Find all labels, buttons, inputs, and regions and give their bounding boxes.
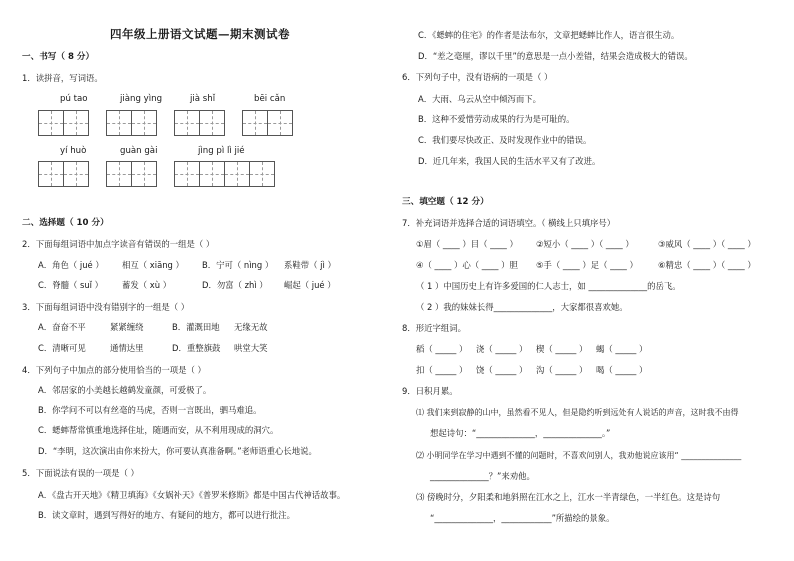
idiom-blank[interactable]: ④（ ____ ）心（ ____ ）胆 [416,260,518,270]
option-a[interactable]: A．奋奋不平 [38,322,86,332]
question-5-stem: 5．下面说法有误的一项是（ ） [22,468,139,478]
right-column [402,0,774,561]
word-blank[interactable]: 喝（ _____ ） [596,365,648,375]
word-blank[interactable]: 楔（ _____ ） [536,344,588,354]
option-c[interactable]: C．我们要尽快改正、及时发现作业中的错误。 [418,135,592,145]
option-d[interactable]: D．“差之毫厘，谬以千里”的意思是一点小差错，结果会造成极大的错误。 [418,51,693,61]
option-a-extra: 紧紧缠绕 [110,322,144,332]
option-a[interactable]: A．角色（ jué ） [38,260,104,270]
word-blank[interactable]: 沟（ _____ ） [536,365,588,375]
option-d[interactable]: D．“李明，这次演出由你来扮大，你可要认真准备啊。”老师语重心长地说。 [38,446,317,456]
option-d[interactable]: D．勿富（ zhì ） [202,280,268,290]
writing-grid[interactable] [242,110,293,136]
option-d-extra: 崛起（ jué ） [284,280,336,290]
option-b[interactable]: B．你学问不可以有丝毫的马虎，否则一言既出，驷马难追。 [38,405,262,415]
option-a[interactable]: A．大雨、乌云从空中倾泻而下。 [418,94,541,104]
poem-prompt: ⑶ 傍晚时分，夕阳柔和地斜照在江水之上，江水一半青绿色，一半红色。这是诗句 [416,492,721,502]
option-b[interactable]: B．这种不爱惜劳动成果的行为是可耻的。 [418,114,575,124]
option-b-extra: 系鞋带（ jì ） [284,260,336,270]
question-2-stem: 2．下面每组词语中加点字读音有错误的一组是（ ） [22,239,215,249]
writing-grid[interactable] [38,110,89,136]
option-c[interactable]: C．《蟋蟀的住宅》的作者是法布尔，文章把蟋蟀比作人，语言很生动。 [418,30,680,40]
option-b-extra: 无缘无故 [234,322,268,332]
option-c-extra: 通情达里 [110,343,144,353]
fill-sentence[interactable]: （ 2 ）我的妹妹长得______________，大家都很喜欢她。 [416,302,628,312]
idiom-blank[interactable]: ②短小（ ____ ）（ ____ ） [536,239,634,249]
poem-blank[interactable]: “______________，____________”所描绘的景象。 [430,513,615,523]
pinyin-label: guàn gài [120,146,158,156]
idiom-blank[interactable]: ⑤手（ ____ ）足（ ____ ） [536,260,638,270]
pinyin-label: bēi cǎn [254,94,286,104]
option-a-extra: 相互（ xiāng ） [122,260,184,270]
question-8-stem: 8．形近字组词。 [402,323,466,333]
question-6-stem: 6．下列句子中，没有语病的一项是（ ） [402,72,553,82]
word-blank[interactable]: 稻（ _____ ） [416,344,468,354]
pinyin-label: jià shǐ [190,94,216,104]
option-d-extra: 哄堂大笑 [234,343,268,353]
word-blank[interactable]: 蝎（ _____ ） [596,344,648,354]
section-fill-heading: 三、填空题（ 12 分） [402,197,489,207]
section-writing-heading: 一、书写（ 8 分） [22,52,95,62]
idiom-blank[interactable]: ⑥精忠（ ____ ）（ ____ ） [658,260,756,270]
poem-prompt: ⑴ 我们来到寂静的山中，虽然看不见人，但是隐约听到远处有人说话的声音，这时我不由得 [416,408,739,417]
question-3-stem: 3．下面每组词语中没有错别字的一组是（ ） [22,302,190,312]
option-b[interactable]: B．读文章时，遇到写得好的地方、有疑问的地方，都可以进行批注。 [38,510,295,520]
option-d[interactable]: D．重整旗鼓 [172,343,221,353]
fill-sentence[interactable]: （ 1 ）中国历史上有许多爱国的仁人志士，如 ______________的岳飞。 [416,281,681,291]
word-blank[interactable]: 浇（ _____ ） [476,344,528,354]
writing-grid[interactable] [106,110,157,136]
option-b[interactable]: B．宁可（ nìng ） [202,260,274,270]
pinyin-label: jìng pì lì jié [198,146,245,156]
question-4-stem: 4．下列句子中加点的部分使用恰当的一项是（ ） [22,365,206,375]
pinyin-label: yí huò [60,146,87,156]
option-a[interactable]: A．《盘古开天地》《精卫填海》《女娲补天》《普罗米修斯》都是中国古代神话故事。 [38,490,346,500]
option-a[interactable]: A．邻居家的小美越长越鹤发童颜，可爱极了。 [38,385,212,395]
option-b[interactable]: B．灌溉田地 [172,322,220,332]
writing-grid[interactable] [174,161,275,187]
writing-grid[interactable] [174,110,225,136]
poem-prompt: ⑵ 小明同学在学习中遇到不懂的问题时，不喜欢问别人，我劝他说应该用“ _______________ [416,451,742,460]
page-title: 四年级上册语文试题—期末测试卷 [110,27,290,41]
idiom-blank[interactable]: ③威风（ ____ ）（ ____ ） [658,239,756,249]
question-7-stem: 7．补充词语并选择合适的词语填空。（ 横线上只填序号） [402,218,616,228]
idiom-blank[interactable]: ①眉（ ____ ）目（ ____ ） [416,239,518,249]
option-c[interactable]: C．蟋蟀帮常慎重地选择住址，随遇而安，从不利用现成的洞穴。 [38,425,279,435]
poem-blank[interactable]: ______________？”来劝他。 [430,471,535,481]
pinyin-label: jiàng yìng [120,94,163,104]
writing-grid[interactable] [106,161,157,187]
option-c[interactable]: C．清晰可见 [38,343,86,353]
word-blank[interactable]: 扣（ _____ ） [416,365,468,375]
question-9-stem: 9．日积月累。 [402,386,458,396]
left-column [22,0,382,561]
writing-grid[interactable] [38,161,89,187]
poem-blank[interactable]: 想起诗句：“______________，______________。” [430,428,611,438]
option-d[interactable]: D．近几年来，我国人民的生活水平又有了改进。 [418,156,601,166]
question-1-stem: 1．读拼音，写词语。 [22,73,103,83]
option-c-extra: 蓄发（ xù ） [122,280,172,290]
word-blank[interactable]: 饶（ _____ ） [476,365,528,375]
section-choice-heading: 二、选择题（ 10 分） [22,218,109,228]
pinyin-label: pú tao [60,94,88,104]
option-c[interactable]: C．脊髓（ suǐ ） [38,280,104,290]
